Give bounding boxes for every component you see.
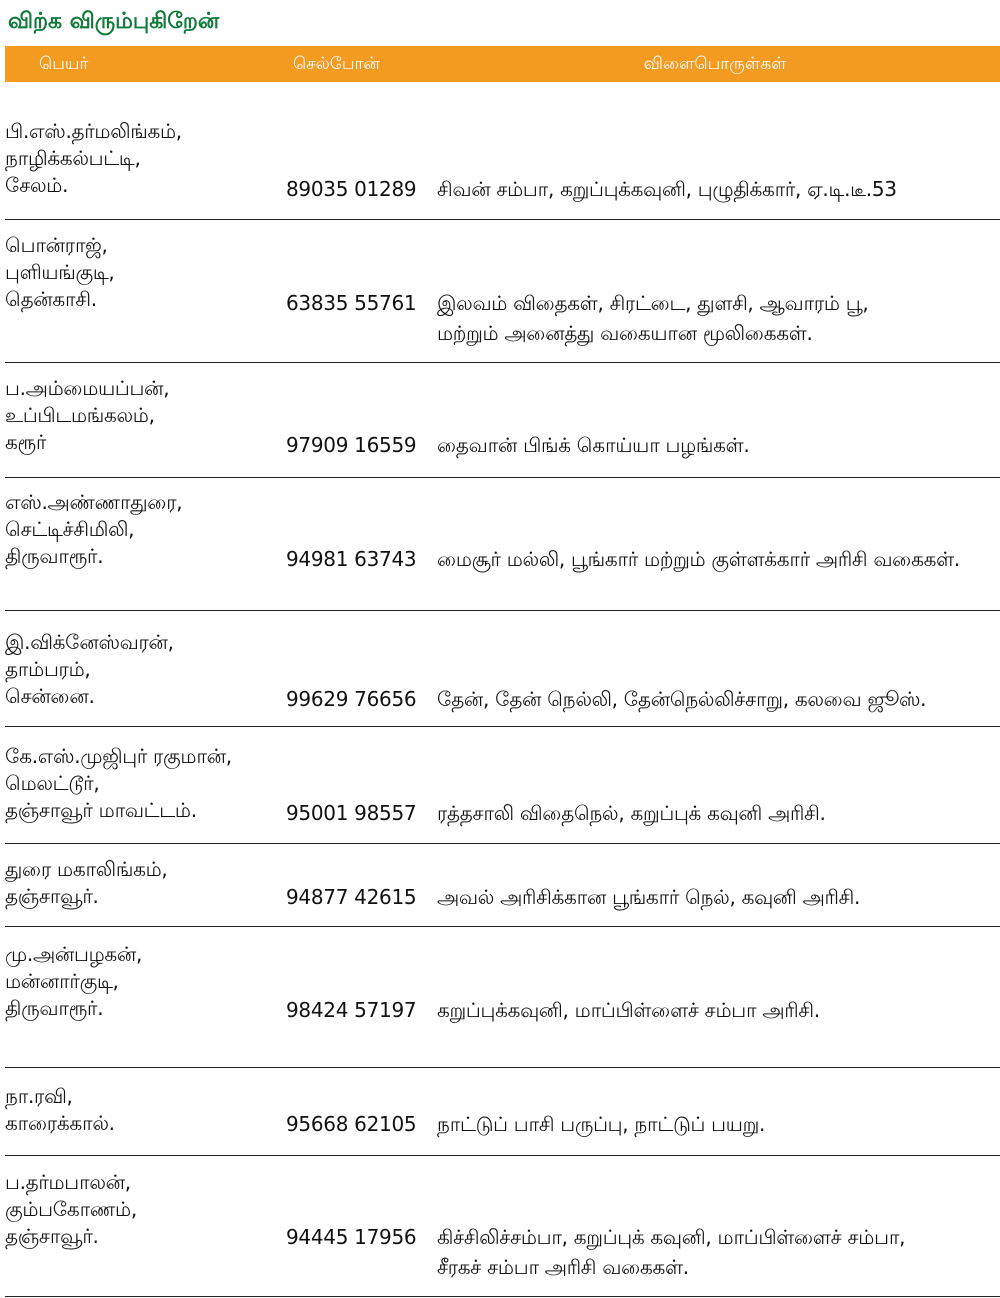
products-line: சீரகச் சம்பா அரிசி வகைகள். [437,1255,689,1279]
seller-name-address [5,489,182,570]
seller-products [437,884,860,914]
seller-phone: 99629 76656 [286,687,417,711]
row-divider [5,610,1000,611]
name-line: நாழிக்கல்பட்டி, [5,146,141,170]
seller-phone: 98424 57197 [286,998,417,1022]
header-name: பெயர் [39,54,89,74]
name-line: சென்னை. [5,684,95,708]
name-line: சேலம். [5,173,69,197]
seller-products [437,1111,765,1141]
products-line: மற்றும் அனைத்து வகையான மூலிகைகள். [437,321,813,345]
products-line: ரத்தசாலி விதைநெல், கறுப்புக் கவுனி அரிசி. [437,801,826,825]
seller-name-address [5,856,167,910]
seller-name-address [5,1169,137,1250]
products-line: நாட்டுப் பாசி பருப்பு, நாட்டுப் பயறு. [437,1112,766,1136]
row-divider [5,1155,1000,1156]
name-line: தாம்பரம், [5,657,91,681]
name-line: இ.விக்னேஸ்வரன், [5,630,174,654]
name-line: தஞ்சாவூர். [5,884,99,908]
seller-products [437,686,926,716]
seller-name-address [5,743,232,824]
seller-phone: 94877 42615 [286,885,417,909]
seller-phone: 63835 55761 [286,291,417,315]
products-line: கிச்சிலிச்சம்பா, கறுப்புக் கவுனி, மாப்பிள்ளைச் சம்பா, [437,1225,906,1249]
name-line: தஞ்சாவூர். [5,1224,99,1248]
name-line: பி.எஸ்.தர்மலிங்கம், [5,119,182,143]
header-products: விளைபொருள்கள் [643,54,787,74]
name-line: நா.ரவி, [5,1084,73,1108]
products-line: அவல் அரிசிக்கான பூங்கார் நெல், கவுனி அரிசி. [437,885,861,909]
seller-products [437,432,749,462]
row-divider [5,843,1000,844]
seller-products [437,176,897,206]
row-divider [5,1296,1000,1297]
name-line: மன்னார்குடி, [5,969,119,993]
row-divider [5,1067,1000,1068]
name-line: கும்பகோணம், [5,1197,137,1221]
seller-phone: 95001 98557 [286,801,417,825]
products-line: மைசூர் மல்லி, பூங்கார் மற்றும் குள்ளக்கார் அரிசி வகைகள். [437,547,960,571]
products-line: சிவன் சம்பா, கறுப்புக்கவுனி, புழுதிக்கார், ஏ.டி.டீ.53 [437,177,897,201]
name-line: திருவாரூர். [5,996,104,1020]
name-line: உப்பிடமங்கலம், [5,403,155,427]
seller-phone: 95668 62105 [286,1112,417,1136]
name-line: பொன்ராஜ், [5,233,108,257]
seller-name-address [5,375,169,456]
seller-phone: 89035 01289 [286,177,417,201]
name-line: ப.தர்மபாலன், [5,1170,131,1194]
seller-products [437,290,868,350]
products-line: தேன், தேன் நெல்லி, தேன்நெல்லிச்சாறு, கலவை ஜூஸ். [437,687,927,711]
row-divider [5,362,1000,363]
name-line: எஸ்.அண்ணாதுரை, [5,490,183,514]
seller-name-address [5,232,115,313]
seller-name-address [5,118,182,199]
row-divider [5,726,1000,727]
seller-name-address [5,629,174,710]
name-line: மெலட்டூர், [5,771,100,795]
seller-name-address [5,941,142,1022]
seller-name-address [5,1083,115,1137]
name-line: துரை மகாலிங்கம், [5,857,168,881]
name-line: கே.எஸ்.முஜிபுர் ரகுமான், [5,744,232,768]
products-line: தைவான் பிங்க் கொய்யா பழங்கள். [437,433,750,457]
seller-products [437,997,820,1027]
row-divider [5,926,1000,927]
header-phone: செல்போன் [293,54,380,74]
seller-products [437,546,960,576]
products-line: இலவம் விதைகள், சிரட்டை, துளசி, ஆவாரம் பூ, [437,291,869,315]
name-line: புளியங்குடி, [5,260,115,284]
seller-products [437,800,826,830]
row-divider [5,219,1000,220]
name-line: கரூர் [5,430,47,454]
row-divider [5,477,1000,478]
name-line: ப.அம்மையப்பன், [5,376,170,400]
page-title: விற்க விரும்புகிறேன் [8,9,220,34]
seller-phone: 94445 17956 [286,1225,417,1249]
seller-products [437,1224,905,1284]
name-line: காரைக்கால். [5,1111,115,1135]
table-header [5,46,1000,82]
name-line: செட்டிச்சிமிலி, [5,517,135,541]
name-line: மு.அன்பழகன், [5,942,143,966]
name-line: தென்காசி. [5,287,97,311]
products-line: கறுப்புக்கவுனி, மாப்பிள்ளைச் சம்பா அரிசி. [437,998,820,1022]
name-line: திருவாரூர். [5,544,104,568]
seller-phone: 97909 16559 [286,433,417,457]
seller-phone: 94981 63743 [286,547,417,571]
name-line: தஞ்சாவூர் மாவட்டம். [5,798,197,822]
